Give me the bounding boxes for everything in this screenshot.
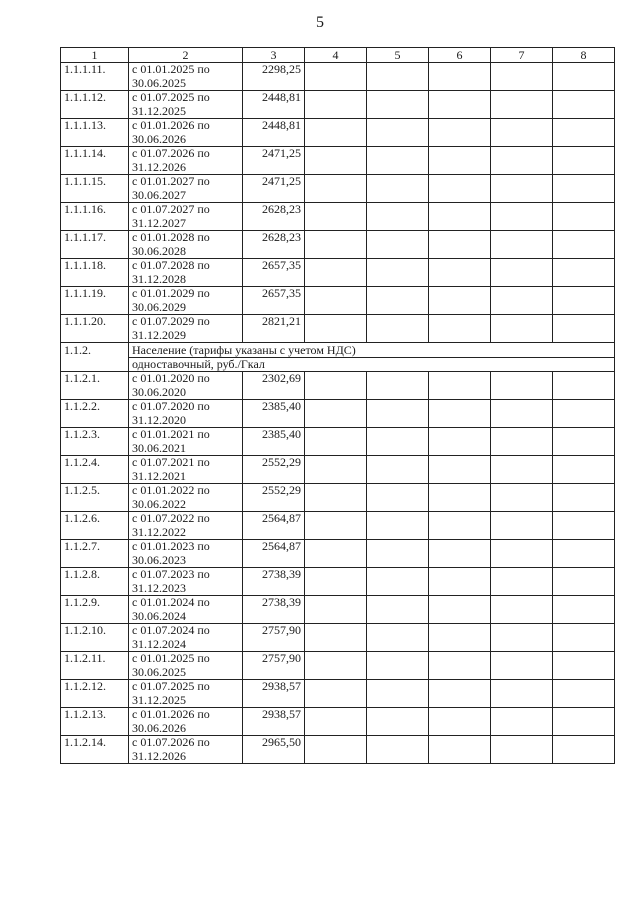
empty-cell [553, 315, 615, 343]
empty-cell [553, 512, 615, 540]
table-row [61, 484, 615, 512]
period-end: 30.06.2025 [132, 75, 186, 90]
empty-cell [429, 540, 491, 568]
row-tariff: 2757,90 [243, 624, 305, 652]
row-tariff: 2385,40 [243, 428, 305, 456]
table-row [61, 456, 615, 484]
page-number: 5 [316, 14, 324, 31]
row-code: 1.1.1.12. [61, 91, 129, 119]
empty-cell [367, 484, 429, 512]
empty-cell [553, 680, 615, 708]
period-start: с 01.07.2028 по [132, 258, 210, 272]
empty-cell [429, 91, 491, 119]
empty-cell [305, 119, 367, 147]
row-period [129, 624, 243, 652]
period-start: с 01.01.2026 по [132, 118, 210, 132]
empty-cell [491, 91, 553, 119]
empty-cell [305, 708, 367, 736]
period-start: с 01.01.2028 по [132, 230, 210, 244]
empty-cell [553, 400, 615, 428]
empty-cell [305, 315, 367, 343]
empty-cell [429, 652, 491, 680]
row-period [129, 456, 243, 484]
period-start: с 01.01.2026 по [132, 707, 210, 721]
period-end: 30.06.2021 [132, 440, 186, 455]
row-code: 1.1.1.19. [61, 287, 129, 315]
row-code: 1.1.1.16. [61, 203, 129, 231]
period-end: 31.12.2026 [132, 159, 186, 174]
row-period [129, 596, 243, 624]
empty-cell [429, 400, 491, 428]
table-row [61, 231, 615, 259]
period-end: 31.12.2025 [132, 692, 186, 707]
period-start: с 01.01.2023 по [132, 539, 210, 553]
table-row [61, 315, 615, 343]
period-end: 30.06.2020 [132, 384, 186, 399]
row-period [129, 540, 243, 568]
empty-cell [491, 400, 553, 428]
empty-cell [553, 91, 615, 119]
empty-cell [491, 512, 553, 540]
empty-cell [429, 147, 491, 175]
empty-cell [305, 231, 367, 259]
period-start: с 01.07.2020 по [132, 399, 210, 413]
period-start: с 01.01.2025 по [132, 651, 210, 665]
empty-cell [553, 736, 615, 764]
empty-cell [429, 231, 491, 259]
empty-cell [367, 315, 429, 343]
empty-cell [429, 512, 491, 540]
period-end: 31.12.2022 [132, 524, 186, 539]
row-period [129, 680, 243, 708]
header-row [61, 48, 615, 63]
row-tariff: 2938,57 [243, 680, 305, 708]
row-code: 1.1.1.11. [61, 63, 129, 91]
section-population [61, 343, 615, 372]
row-code: 1.1.2.10. [61, 624, 129, 652]
table-row [61, 400, 615, 428]
period-start: с 01.01.2025 по [132, 62, 210, 76]
period-start: с 01.07.2027 по [132, 202, 210, 216]
empty-cell [305, 175, 367, 203]
period-end: 30.06.2023 [132, 552, 186, 567]
row-tariff: 2564,87 [243, 540, 305, 568]
empty-cell [491, 63, 553, 91]
empty-cell [367, 708, 429, 736]
row-period [129, 652, 243, 680]
empty-cell [491, 680, 553, 708]
empty-cell [367, 428, 429, 456]
period-end: 31.12.2028 [132, 271, 186, 286]
empty-cell [305, 456, 367, 484]
empty-cell [305, 287, 367, 315]
empty-cell [429, 428, 491, 456]
row-code: 1.1.2.3. [61, 428, 129, 456]
period-end: 31.12.2023 [132, 580, 186, 595]
table-body-other-consumers [61, 63, 615, 343]
table-row [61, 624, 615, 652]
row-tariff: 2302,69 [243, 372, 305, 400]
row-period [129, 259, 243, 287]
unit-row [61, 358, 615, 372]
empty-cell [367, 596, 429, 624]
column-header: 7 [491, 48, 553, 63]
table-row [61, 147, 615, 175]
empty-cell [305, 652, 367, 680]
empty-cell [367, 372, 429, 400]
empty-cell [491, 203, 553, 231]
period-end: 31.12.2020 [132, 412, 186, 427]
row-tariff: 2448,81 [243, 91, 305, 119]
empty-cell [553, 372, 615, 400]
empty-cell [305, 540, 367, 568]
period-start: с 01.01.2024 по [132, 595, 210, 609]
period-start: с 01.07.2029 по [132, 314, 210, 328]
period-end: 30.06.2026 [132, 720, 186, 735]
period-start: с 01.07.2026 по [132, 146, 210, 160]
period-end: 31.12.2024 [132, 636, 186, 651]
empty-cell [305, 736, 367, 764]
period-end: 30.06.2027 [132, 187, 186, 202]
row-period [129, 287, 243, 315]
empty-cell [429, 315, 491, 343]
period-end: 30.06.2025 [132, 664, 186, 679]
column-header: 3 [243, 48, 305, 63]
row-tariff: 2564,87 [243, 512, 305, 540]
empty-cell [367, 540, 429, 568]
column-header: 8 [553, 48, 615, 63]
row-period [129, 147, 243, 175]
empty-cell [553, 119, 615, 147]
row-period [129, 91, 243, 119]
empty-cell [305, 147, 367, 175]
row-period [129, 484, 243, 512]
empty-cell [491, 428, 553, 456]
empty-cell [305, 512, 367, 540]
section-row [61, 343, 615, 358]
period-start: с 01.01.2020 по [132, 371, 210, 385]
empty-cell [491, 147, 553, 175]
empty-cell [553, 596, 615, 624]
period-end: 31.12.2026 [132, 748, 186, 763]
empty-cell [367, 259, 429, 287]
column-header: 4 [305, 48, 367, 63]
empty-cell [305, 63, 367, 91]
empty-cell [491, 119, 553, 147]
column-header: 6 [429, 48, 491, 63]
empty-cell [367, 400, 429, 428]
row-tariff: 2552,29 [243, 484, 305, 512]
row-period [129, 708, 243, 736]
period-start: с 01.07.2023 по [132, 567, 210, 581]
row-code: 1.1.1.14. [61, 147, 129, 175]
row-period [129, 568, 243, 596]
period-end: 30.06.2029 [132, 299, 186, 314]
empty-cell [491, 484, 553, 512]
empty-cell [491, 231, 553, 259]
row-tariff: 2471,25 [243, 147, 305, 175]
column-header: 2 [129, 48, 243, 63]
empty-cell [367, 63, 429, 91]
row-code: 1.1.1.18. [61, 259, 129, 287]
row-code: 1.1.2.14. [61, 736, 129, 764]
period-start: с 01.07.2026 по [132, 735, 210, 749]
empty-cell [305, 484, 367, 512]
period-end: 30.06.2028 [132, 243, 186, 258]
row-code: 1.1.2.2. [61, 400, 129, 428]
column-header: 5 [367, 48, 429, 63]
period-end: 30.06.2022 [132, 496, 186, 511]
empty-cell [491, 287, 553, 315]
table-row [61, 119, 615, 147]
empty-cell [553, 540, 615, 568]
empty-cell [491, 624, 553, 652]
period-end: 31.12.2027 [132, 215, 186, 230]
empty-cell [553, 484, 615, 512]
table-row [61, 428, 615, 456]
row-tariff: 2385,40 [243, 400, 305, 428]
empty-cell [429, 175, 491, 203]
period-end: 30.06.2024 [132, 608, 186, 623]
table-row [61, 203, 615, 231]
table-row [61, 63, 615, 91]
empty-cell [553, 231, 615, 259]
empty-cell [491, 315, 553, 343]
empty-cell [429, 568, 491, 596]
table-row [61, 259, 615, 287]
empty-cell [305, 428, 367, 456]
empty-cell [553, 568, 615, 596]
row-tariff: 2938,57 [243, 708, 305, 736]
table-row [61, 372, 615, 400]
row-tariff: 2821,21 [243, 315, 305, 343]
period-end: 31.12.2025 [132, 103, 186, 118]
empty-cell [367, 512, 429, 540]
empty-cell [429, 203, 491, 231]
empty-cell [305, 91, 367, 119]
empty-cell [305, 568, 367, 596]
empty-cell [367, 91, 429, 119]
row-tariff: 2657,35 [243, 287, 305, 315]
table-row [61, 708, 615, 736]
row-tariff: 2628,23 [243, 203, 305, 231]
empty-cell [429, 287, 491, 315]
empty-cell [429, 484, 491, 512]
empty-cell [553, 624, 615, 652]
row-code: 1.1.1.15. [61, 175, 129, 203]
row-period [129, 175, 243, 203]
row-tariff: 2657,35 [243, 259, 305, 287]
row-period [129, 400, 243, 428]
tariff-unit: одноставочный, руб./Гкал [129, 358, 615, 372]
empty-cell [429, 259, 491, 287]
row-code: 1.1.2.11. [61, 652, 129, 680]
empty-cell [491, 456, 553, 484]
row-tariff: 2628,23 [243, 231, 305, 259]
period-end: 31.12.2021 [132, 468, 186, 483]
empty-cell [305, 400, 367, 428]
row-code: 1.1.2.8. [61, 568, 129, 596]
table-row [61, 568, 615, 596]
empty-cell [553, 652, 615, 680]
empty-cell [367, 456, 429, 484]
period-start: с 01.01.2022 по [132, 483, 210, 497]
row-tariff: 2298,25 [243, 63, 305, 91]
empty-cell [367, 231, 429, 259]
row-tariff: 2738,39 [243, 568, 305, 596]
row-code: 1.1.1.13. [61, 119, 129, 147]
empty-cell [305, 372, 367, 400]
empty-cell [429, 372, 491, 400]
table-row [61, 652, 615, 680]
empty-cell [367, 624, 429, 652]
empty-cell [491, 372, 553, 400]
empty-cell [553, 259, 615, 287]
empty-cell [429, 736, 491, 764]
empty-cell [367, 736, 429, 764]
table-row [61, 540, 615, 568]
empty-cell [553, 708, 615, 736]
empty-cell [367, 680, 429, 708]
empty-cell [553, 175, 615, 203]
empty-cell [305, 680, 367, 708]
row-period [129, 119, 243, 147]
empty-cell [491, 175, 553, 203]
empty-cell [367, 147, 429, 175]
empty-cell [367, 175, 429, 203]
row-code: 1.1.2.13. [61, 708, 129, 736]
row-tariff: 2552,29 [243, 456, 305, 484]
period-start: с 01.07.2024 по [132, 623, 210, 637]
empty-cell [367, 568, 429, 596]
table-body-population [61, 372, 615, 764]
empty-cell [491, 736, 553, 764]
section-code: 1.1.2. [61, 343, 129, 358]
period-start: с 01.01.2029 по [132, 286, 210, 300]
row-period [129, 512, 243, 540]
row-tariff: 2448,81 [243, 119, 305, 147]
empty-cell [429, 708, 491, 736]
period-start: с 01.01.2021 по [132, 427, 210, 441]
section-title: Население (тарифы указаны с учетом НДС) [129, 343, 615, 358]
row-tariff: 2471,25 [243, 175, 305, 203]
empty-cell [553, 456, 615, 484]
row-period [129, 231, 243, 259]
empty-cell [491, 708, 553, 736]
empty-cell [553, 63, 615, 91]
empty-cell [491, 596, 553, 624]
empty-cell [429, 596, 491, 624]
empty-cell [367, 287, 429, 315]
empty-cell [553, 428, 615, 456]
table-row [61, 512, 615, 540]
empty-cell [61, 358, 129, 372]
empty-cell [429, 680, 491, 708]
row-period [129, 736, 243, 764]
empty-cell [305, 624, 367, 652]
empty-cell [553, 147, 615, 175]
row-period [129, 428, 243, 456]
table-row [61, 287, 615, 315]
empty-cell [305, 203, 367, 231]
empty-cell [553, 203, 615, 231]
row-code: 1.1.2.4. [61, 456, 129, 484]
empty-cell [367, 203, 429, 231]
period-start: с 01.07.2022 по [132, 511, 210, 525]
period-end: 31.12.2029 [132, 327, 186, 342]
row-period [129, 315, 243, 343]
row-tariff: 2738,39 [243, 596, 305, 624]
empty-cell [367, 119, 429, 147]
empty-cell [491, 259, 553, 287]
row-period [129, 63, 243, 91]
empty-cell [429, 624, 491, 652]
empty-cell [429, 63, 491, 91]
row-period [129, 372, 243, 400]
row-code: 1.1.1.17. [61, 231, 129, 259]
empty-cell [367, 652, 429, 680]
row-code: 1.1.2.5. [61, 484, 129, 512]
row-code: 1.1.2.6. [61, 512, 129, 540]
empty-cell [491, 568, 553, 596]
period-start: с 01.01.2027 по [132, 174, 210, 188]
table-row [61, 91, 615, 119]
table-row [61, 596, 615, 624]
tariff-table [60, 47, 615, 764]
period-start: с 01.07.2025 по [132, 90, 210, 104]
empty-cell [491, 652, 553, 680]
row-code: 1.1.2.1. [61, 372, 129, 400]
empty-cell [429, 456, 491, 484]
period-end: 30.06.2026 [132, 131, 186, 146]
table-row [61, 175, 615, 203]
table-row [61, 680, 615, 708]
empty-cell [429, 119, 491, 147]
row-code: 1.1.2.7. [61, 540, 129, 568]
row-code: 1.1.1.20. [61, 315, 129, 343]
row-tariff: 2965,50 [243, 736, 305, 764]
empty-cell [305, 259, 367, 287]
empty-cell [491, 540, 553, 568]
period-start: с 01.07.2021 по [132, 455, 210, 469]
period-start: с 01.07.2025 по [132, 679, 210, 693]
empty-cell [305, 596, 367, 624]
column-header: 1 [61, 48, 129, 63]
row-code: 1.1.2.12. [61, 680, 129, 708]
empty-cell [553, 287, 615, 315]
table-row [61, 736, 615, 764]
row-tariff: 2757,90 [243, 652, 305, 680]
row-period [129, 203, 243, 231]
row-code: 1.1.2.9. [61, 596, 129, 624]
